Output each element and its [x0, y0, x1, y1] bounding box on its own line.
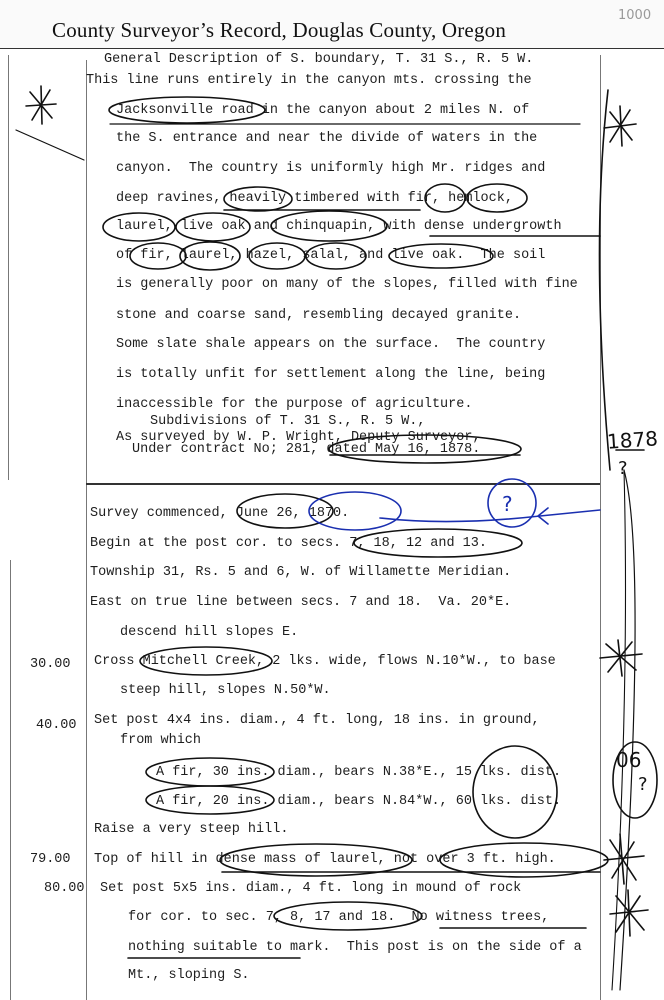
distance-value: 79.00: [30, 852, 71, 867]
asterisk-mark-icon: [26, 86, 56, 124]
section1-line: of fir, laurel, hazel, salal, and live oak. The soil: [116, 248, 546, 263]
section1-line: inaccessible for the purpose of agriculture.: [116, 397, 473, 412]
page-number-mark: 1000: [618, 8, 652, 23]
field-note-line: Mt., sloping S.: [128, 968, 250, 983]
field-note-line: East on true line between secs. 7 and 18. Va. 20*E.: [90, 595, 512, 610]
distance-value: 80.00: [44, 881, 85, 896]
section1-line: is totally unfit for settlement along the line, being: [116, 367, 546, 382]
contract-line: Under contract No; 281, dated May 16, 1878.: [132, 442, 481, 457]
field-note-line: Survey commenced, June 26, 1870.: [90, 506, 350, 521]
field-note-line: Raise a very steep hill.: [94, 822, 289, 837]
field-note-line: descend hill slopes E.: [120, 625, 299, 640]
surveyor-line: As surveyed by W. P. Wright, Deputy Surveyor,: [116, 430, 481, 445]
section1-line: Some slate shale appears on the surface. The country: [116, 337, 546, 352]
section1-line: deep ravines, heavily timbered with fir, hemlock,: [116, 191, 513, 206]
asterisk-mark-icon: [610, 890, 648, 936]
witness-tree-line: A fir, 20 ins. diam., bears N.84*W., 60 lks. dist.: [156, 794, 562, 809]
section1-line: stone and coarse sand, resembling decayed granite.: [116, 308, 522, 323]
field-note-line: Cross Mitchell Creek, 2 lks. wide, flows N.10*W., to base: [94, 654, 556, 669]
field-note-line: Township 31, Rs. 5 and 6, W. of Willamette Meridian.: [90, 565, 512, 580]
record-title: County Surveyor’s Record, Douglas County, Oregon: [52, 18, 507, 42]
asterisk-mark-icon: [600, 640, 642, 676]
section-rule: [86, 483, 600, 485]
asterisk-mark-icon: [604, 106, 636, 146]
asterisk-mark-icon: [604, 834, 644, 884]
field-note-line: Set post 4x4 ins. diam., 4 ft. long, 18 ins. in ground,: [94, 713, 540, 728]
handwritten-question-mark: ?: [618, 458, 628, 479]
distance-column-rule: [86, 60, 87, 1000]
field-note-line: Set post 5x5 ins. diam., 4 ft. long in mound of rock: [100, 881, 522, 896]
field-note-line: nothing suitable to mark. This post is on the side of a: [128, 940, 582, 955]
field-note-line: for cor. to sec. 7, 8, 17 and 18. No witness trees,: [128, 910, 550, 925]
subdivisions-line: Subdivisions of T. 31 S., R. 5 W.,: [150, 414, 426, 429]
page-header: [0, 0, 664, 48]
header-rule: [0, 48, 664, 49]
handwritten-question-mark: ?: [638, 774, 648, 795]
section1-heading: General Description of S. boundary, T. 31 S., R. 5 W.: [104, 52, 534, 67]
field-note-line: from which: [120, 733, 202, 748]
witness-tree-line: A fir, 30 ins. diam., bears N.38*E., 15 lks. dist.: [156, 765, 562, 780]
distance-value: 30.00: [30, 657, 71, 672]
section1-line: Jacksonville road in the canyon about 2 miles N. of: [116, 103, 530, 118]
right-margin-rule: [600, 55, 601, 1000]
handwritten-year-note: 1878: [606, 426, 659, 454]
handwritten-circled-note: 06: [616, 748, 642, 772]
field-note-line: Begin at the post cor. to secs. 7, 18, 12 and 13.: [90, 536, 487, 551]
section1-line: is generally poor on many of the slopes, filled with fine: [116, 277, 578, 292]
left-margin-rule-mid: [10, 560, 11, 1000]
field-note-line: Top of hill in dense mass of laurel, not over 3 ft. high.: [94, 852, 556, 867]
handwritten-question-mark: ?: [502, 492, 513, 516]
section1-line: This line runs entirely in the canyon mts. crossing the: [86, 73, 532, 88]
left-margin-rule-top: [8, 55, 9, 480]
field-note-line: steep hill, slopes N.50*W.: [120, 683, 331, 698]
section1-line: laurel, live oak and chinquapin, with dense undergrowth: [116, 219, 562, 234]
section1-line: the S. entrance and near the divide of waters in the: [116, 131, 538, 146]
distance-value: 40.00: [36, 718, 77, 733]
section1-line: canyon. The country is uniformly high Mr. ridges and: [116, 161, 546, 176]
